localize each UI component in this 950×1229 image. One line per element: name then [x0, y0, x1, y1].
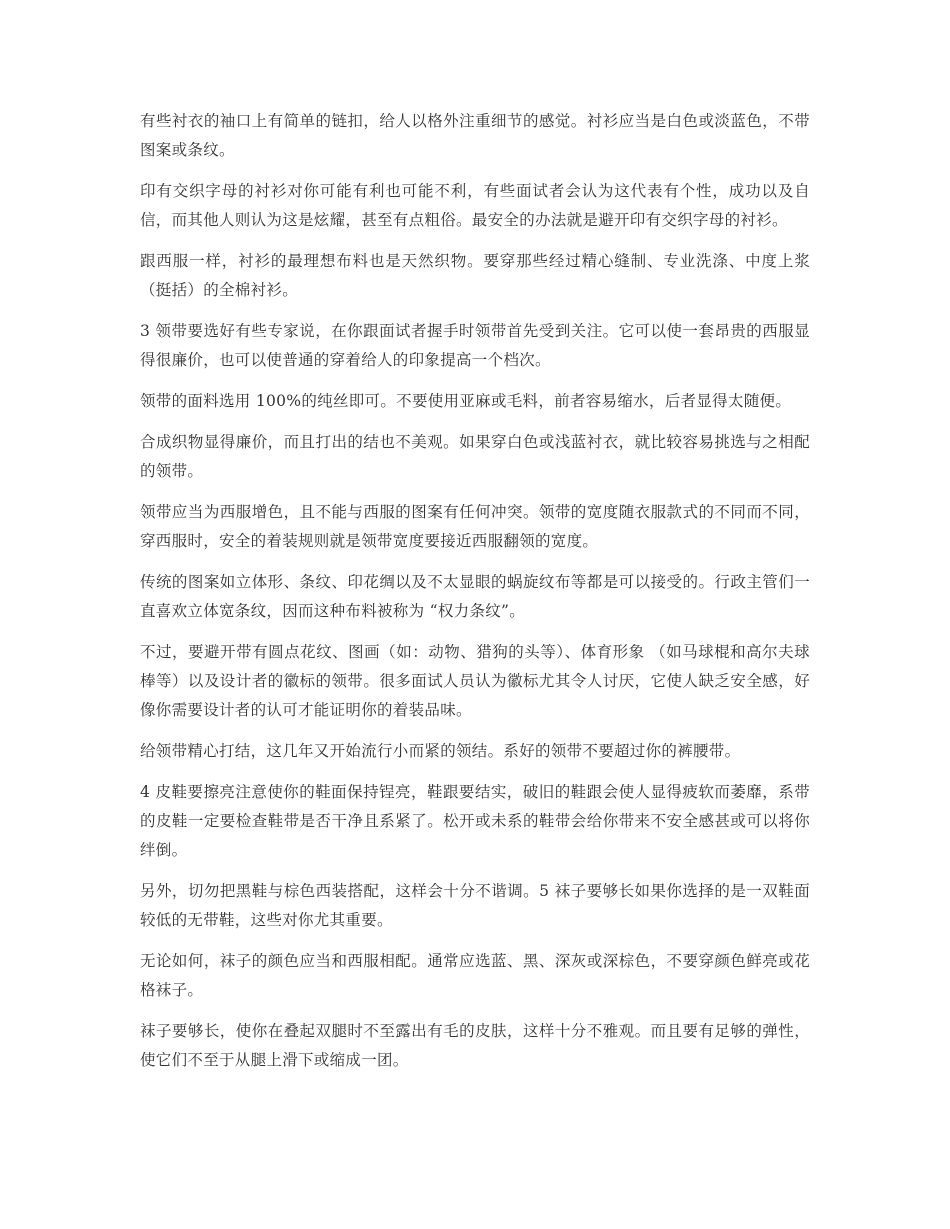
- document-page: [140, 107, 810, 1087]
- paragraph-6: 合成织物显得廉价，而且打出的结也不美观。如果穿白色或浅蓝衬衣，就比较容易挑选与之相配的领带。: [140, 433, 810, 480]
- paragraph-10: 给领带精心打结，这几年又开始流行小而紧的领结。系好的领带不要超过你的裤腰带。: [140, 742, 741, 760]
- paragraph-9: 不过，要避开带有圆点花纹、图画（如：动物、猎狗的头等）、体育形象 （如马球棍和高尔夫球棒等）以及设计者的徽标的领带。很多面试人员认为徽标尤其令人讨厌，它使人缺乏安全感，好像你需要设计者的认可才能证明你的着装品味。: [140, 643, 810, 719]
- paragraph-7: 领带应当为西服增色，且不能与西服的图案有任何冲突。领带的宽度随衣服款式的不同而不同，穿西服时，安全的着装规则就是领带宽度要接近西服翻领的宽度。: [140, 503, 810, 550]
- paragraph-5: 领带的面料选用 100%的纯丝即可。不要使用亚麻或毛料，前者容易缩水，后者显得太随便。: [140, 392, 792, 410]
- paragraph-1: 有些衬衣的袖口上有简单的链扣，给人以格外注重细节的感觉。衬衫应当是白色或淡蓝色，不带图案或条纹。: [140, 112, 810, 159]
- paragraph-3: 跟西服一样，衬衫的最理想布料也是天然织物。要穿那些经过精心缝制、专业洗涤、中度上浆 （挺括）的全棉衬衫。: [140, 252, 810, 299]
- paragraph-13: 无论如何，袜子的颜色应当和西服相配。通常应选蓝、黑、深灰或深棕色，不要穿颜色鲜亮或花格袜子。: [140, 952, 810, 999]
- paragraph-12: 另外，切勿把黑鞋与棕色西装搭配，这样会十分不谐调。5 袜子要够长如果你选择的是一双鞋面较低的无带鞋，这些对你尤其重要。: [140, 882, 810, 929]
- paragraph-8: 传统的图案如立体形、条纹、印花绸以及不太显眼的蜗旋纹布等都是可以接受的。行政主管们一直喜欢立体宽条纹，因而这种布料被称为 “权力条纹”。: [140, 573, 810, 620]
- paragraph-14: 袜子要够长，使你在叠起双腿时不至露出有毛的皮肤，这样十分不雅观。而且要有足够的弹性，使它们不至于从腿上滑下或缩成一团。: [140, 1022, 810, 1069]
- paragraph-2: 印有交织字母的衬衫对你可能有利也可能不利，有些面试者会认为这代表有个性，成功以及自信，而其他人则认为这是炫耀，甚至有点粗俗。最安全的办法就是避开印有交织字母的衬衫。: [140, 182, 810, 229]
- paragraph-11: 4 皮鞋要擦亮注意使你的鞋面保持锃亮，鞋跟要结实，破旧的鞋跟会使人显得疲软而萎靡，系带的皮鞋一定要检查鞋带是否干净且系紧了。松开或未系的鞋带会给你带来不安全感甚或可以将你绊倒。: [140, 783, 810, 859]
- paragraph-4: 3 领带要选好有些专家说，在你跟面试者握手时领带首先受到关注。它可以使一套昂贵的西服显得很廉价，也可以使普通的穿着给人的印象提高一个档次。: [140, 322, 810, 369]
